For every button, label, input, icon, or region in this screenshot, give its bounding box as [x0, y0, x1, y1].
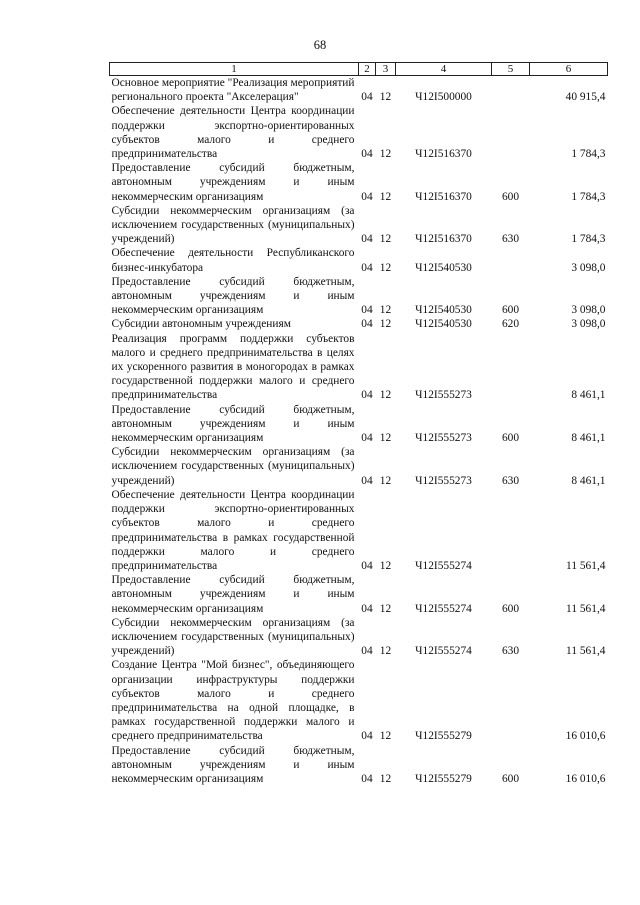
column-header-4: 4 [396, 63, 492, 76]
row-amount: 8 461,1 [571, 474, 606, 487]
row-expense-type: 600 [501, 772, 520, 785]
row-subsection: 12 [379, 190, 392, 203]
table-row [110, 744, 608, 787]
row-expense-type: 600 [501, 602, 520, 615]
row-section: 04 [361, 474, 373, 487]
header-row [110, 63, 608, 76]
row-target-article: Ч12I555273 [415, 389, 472, 402]
row-subsection: 12 [379, 233, 392, 246]
row-section: 04 [361, 559, 373, 572]
page-number: 68 [313, 38, 327, 52]
row-section: 04 [361, 432, 373, 445]
row-name: Субсидии некоммерческим организациям (за исключением государственных (муниципальных) учреждений) [111, 616, 355, 658]
row-name: Предоставление субсидий бюджетным, автономным учреждениям и иным некоммерческим организациям [111, 162, 355, 203]
row-expense-type [492, 488, 530, 573]
row-name: Субсидии некоммерческим организациям (за исключением государственных (муниципальных) учреждений) [111, 446, 355, 487]
row-subsection: 12 [379, 772, 392, 785]
row-subsection: 12 [379, 304, 392, 317]
row-expense-type: 600 [501, 304, 520, 317]
row-subsection: 12 [379, 474, 392, 487]
column-header-3: 3 [376, 63, 396, 76]
row-section: 04 [361, 148, 373, 161]
row-name: Субсидии автономным учреждениям [111, 318, 291, 331]
column-header-1: 1 [110, 63, 359, 76]
row-expense-type [492, 246, 530, 274]
row-expense-type: 630 [501, 474, 520, 487]
row-subsection: 12 [379, 730, 392, 743]
row-target-article: Ч12I555274 [415, 559, 472, 572]
row-name: Предоставление субсидий бюджетным, автономным учреждениям и иным некоммерческим организациям [111, 744, 355, 785]
row-target-article: Ч12I516370 [415, 233, 472, 246]
row-section: 04 [361, 318, 373, 331]
row-expense-type: 630 [501, 645, 520, 658]
row-target-article: Ч12I555279 [415, 730, 472, 743]
row-section: 04 [361, 261, 373, 274]
row-subsection: 12 [379, 261, 392, 274]
table-row [110, 204, 608, 247]
row-name: Обеспечение деятельности Республиканского бизнес-инкубатора [111, 247, 355, 274]
row-section: 04 [361, 91, 373, 104]
row-expense-type: 620 [501, 318, 520, 331]
row-subsection: 12 [379, 389, 392, 402]
row-amount: 8 461,1 [571, 389, 606, 402]
row-section: 04 [361, 389, 373, 402]
table-row [110, 76, 608, 105]
table-row [110, 488, 608, 573]
row-target-article: Ч12I516370 [415, 190, 472, 203]
row-subsection: 12 [379, 91, 392, 104]
row-name: Реализация программ поддержки субъектов малого и среднего предпринимательства в целях их ускоренного развития в моногородах в рамках государственной поддержки малого и среднего предпринимательства [111, 332, 355, 402]
row-amount: 11 561,4 [566, 602, 606, 615]
row-section: 04 [361, 645, 373, 658]
row-target-article: Ч12I516370 [415, 148, 472, 161]
table-row [110, 275, 608, 318]
row-name: Предоставление субсидий бюджетным, автономным учреждениям и иным некоммерческим организациям [111, 275, 355, 317]
table-body [110, 76, 608, 787]
row-name: Создание Центра "Мой бизнес", объединяющего организации инфраструктуры поддержки субъектов малого и среднего предпринимательства на одной площадке, в рамках государственной поддержки малого и среднего предпринимательства [111, 659, 355, 743]
row-section: 04 [361, 233, 373, 246]
row-amount: 8 461,1 [571, 432, 606, 445]
row-expense-type [492, 76, 530, 105]
row-subsection: 12 [379, 318, 392, 331]
column-header-2: 2 [359, 63, 376, 76]
row-name: Предоставление субсидий бюджетным, автономным учреждениям и иным некоммерческим организациям [111, 403, 355, 445]
table-row [110, 104, 608, 161]
row-expense-type [492, 658, 530, 743]
row-amount: 16 010,6 [565, 772, 606, 785]
row-expense-type: 630 [501, 233, 520, 246]
row-amount: 11 561,4 [566, 645, 606, 658]
table-row [110, 573, 608, 616]
row-target-article: Ч12I555274 [415, 645, 472, 658]
row-amount: 1 784,3 [571, 148, 606, 161]
table-header [110, 63, 608, 76]
row-section: 04 [361, 772, 373, 785]
row-subsection: 12 [379, 645, 392, 658]
column-header-5: 5 [492, 63, 530, 76]
row-expense-type: 600 [501, 190, 520, 203]
row-amount: 3 098,0 [571, 318, 606, 331]
table-row [110, 332, 608, 403]
row-target-article: Ч12I500000 [415, 91, 472, 104]
row-expense-type [492, 332, 530, 403]
table-row [110, 161, 608, 204]
table-row [110, 246, 608, 274]
row-name: Обеспечение деятельности Центра координации поддержки экспортно-ориентированных субъектов малого и среднего предпринимательства в рамках государственной поддержки малого и среднего предпринимательства [111, 488, 355, 572]
row-amount: 1 784,3 [571, 190, 606, 203]
row-target-article: Ч12I540530 [415, 261, 472, 274]
row-subsection: 12 [379, 559, 392, 572]
budget-table [109, 62, 608, 786]
row-name: Обеспечение деятельности Центра координации поддержки экспортно-ориентированных субъектов малого и среднего предпринимательства [111, 105, 355, 161]
row-target-article: Ч12I540530 [415, 304, 472, 317]
table-row [110, 403, 608, 446]
row-amount: 16 010,6 [565, 730, 606, 743]
row-section: 04 [361, 304, 373, 317]
row-amount: 40 915,4 [565, 91, 606, 104]
row-section: 04 [361, 190, 373, 203]
row-name: Основное мероприятие "Реализация мероприятий регионального проекта "Акселерация" [111, 77, 355, 104]
table-row [110, 445, 608, 488]
row-subsection: 12 [379, 148, 392, 161]
table-row [110, 658, 608, 743]
row-target-article: Ч12I555273 [415, 474, 472, 487]
row-expense-type [492, 104, 530, 161]
row-amount: 3 098,0 [571, 261, 606, 274]
row-name: Предоставление субсидий бюджетным, автономным учреждениям и иным некоммерческим организациям [111, 574, 355, 615]
column-header-6: 6 [530, 63, 608, 76]
row-section: 04 [361, 730, 373, 743]
row-amount: 3 098,0 [571, 304, 606, 317]
table-row [110, 317, 608, 331]
row-target-article: Ч12I555274 [415, 602, 472, 615]
row-section: 04 [361, 602, 373, 615]
row-name: Субсидии некоммерческим организациям (за исключением государственных (муниципальных) учреждений) [111, 204, 355, 246]
row-subsection: 12 [379, 432, 392, 445]
row-target-article: Ч12I555273 [415, 432, 472, 445]
row-target-article: Ч12I540530 [415, 318, 472, 331]
table-row [110, 616, 608, 659]
row-expense-type: 600 [501, 432, 520, 445]
row-target-article: Ч12I555279 [415, 772, 472, 785]
row-amount: 11 561,4 [566, 559, 606, 572]
row-subsection: 12 [379, 602, 392, 615]
row-amount: 1 784,3 [571, 233, 606, 246]
